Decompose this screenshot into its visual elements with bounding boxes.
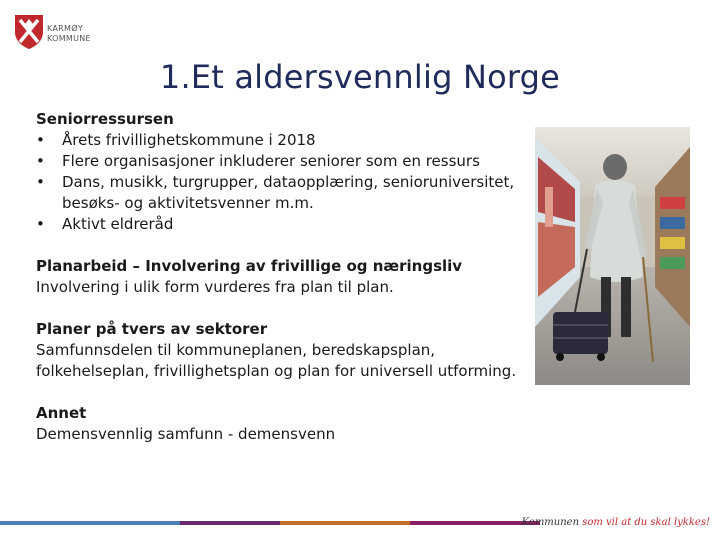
elderly-person-shopping-photo xyxy=(535,127,690,385)
bullet-item: • Årets frivillighetskommune i 2018 xyxy=(36,130,536,151)
footer-color-bar xyxy=(0,521,540,525)
logo-line-1: KARMØY xyxy=(47,24,84,33)
bullet-item: • Flere organisasjoner inkluderer seniorer som en ressurs xyxy=(36,151,536,172)
karmoy-logo xyxy=(14,14,94,54)
footer-bar-segment xyxy=(410,521,540,525)
section-text: Involvering i ulik form vurderes fra plan til plan. xyxy=(36,278,394,296)
section-planer xyxy=(36,319,536,382)
bullet-item: • Aktivt eldreråd xyxy=(36,214,536,235)
section-annet xyxy=(36,403,536,445)
section-heading: Annet xyxy=(36,404,87,422)
section-text: Demensvennlig samfunn - demensvenn xyxy=(36,425,336,443)
slide-title: 1.Et aldersvennlig Norge xyxy=(159,58,561,96)
bullet-item: • Dans, musikk, turgrupper, dataopplæring, senioruniversitet, besøks- og aktivitetsvenner m.m. xyxy=(36,172,536,214)
section-text: Samfunnsdelen til kommuneplanen, beredskapsplan, folkehelseplan, frivillighetsplan og plan for universell utforming. xyxy=(36,341,517,380)
section-seniorressursen xyxy=(36,109,536,235)
section-heading: Planarbeid – Involvering av frivillige og næringsliv xyxy=(36,257,463,275)
footer-bar-segment xyxy=(180,521,280,525)
section-heading: Seniorressursen xyxy=(36,110,174,128)
footer-bar-segment xyxy=(280,521,410,525)
bullet-list xyxy=(36,130,536,235)
logo-line-2: KOMMUNE xyxy=(47,34,91,43)
section-heading: Planer på tvers av sektorer xyxy=(36,320,268,338)
footer-tagline: Kommunen som vil at du skal lykkes! xyxy=(521,517,710,528)
coat-of-arms-icon xyxy=(14,14,44,50)
slide-content xyxy=(36,109,536,445)
section-planarbeid xyxy=(36,256,536,298)
footer-bar-segment xyxy=(0,521,180,525)
